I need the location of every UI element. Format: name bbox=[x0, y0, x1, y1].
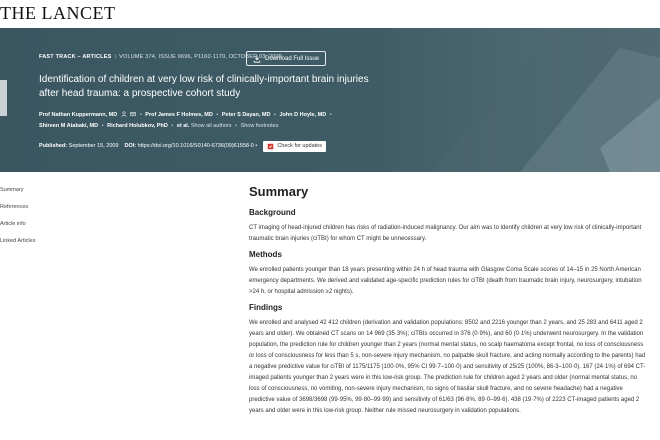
summary-heading: Summary bbox=[249, 184, 309, 199]
article-body bbox=[249, 183, 649, 417]
masthead bbox=[0, 0, 660, 28]
author-separator: • bbox=[139, 112, 142, 118]
background-heading: Background bbox=[249, 208, 296, 217]
doi-info: DOI: https://doi.org/10.1016/S0140-6736(09)61558-0 • bbox=[124, 143, 258, 149]
lancet-logo[interactable]: THE LANCET bbox=[0, 3, 116, 23]
person-icon[interactable] bbox=[121, 111, 127, 117]
article-header bbox=[39, 28, 639, 172]
publication-info bbox=[39, 140, 326, 152]
show-footnotes-link[interactable]: Show footnotes bbox=[240, 123, 279, 129]
background-text: CT imaging of head-injured children has risks of radiation-induced malignancy. Our aim was to identify children at very low risk of clinically-important traumatic brain injuries (ciTBI) for whom CT might be unnecessary. bbox=[249, 225, 642, 242]
article-title: Identification of children at very low risk of clinically-important brain injuries after head trauma: a prospective cohort study bbox=[39, 74, 369, 99]
sidebar-item-article-info[interactable]: Article info bbox=[0, 221, 26, 227]
author-separator: • bbox=[273, 112, 276, 118]
author-link[interactable]: Prof Nathan Kuppermann, MD bbox=[39, 112, 118, 118]
findings-text: We enrolled and analysed 42 412 children (derivation and validation populations: 8502 and 2216 younger than 2 years, and 25 283 and 6411 aged 2 years and older). We obtained CT scans on 14 969 (35·3%); ciTBIs occurred in 376 (0·9%), and 60 (0·1%) underwent neurosurgery. In the validation population, the prediction rule for children younger than 2 years (normal mental status, no scalp haematoma except frontal, no loss of consciousness or loss of consciousness for less than 5 s, non-severe injury mechanism, no palpable skull fracture, and acting normally according to the parents) had a negative predictive value for ciTBI of 1175/1175 (100·0%, 95% CI 99·7–100·0) and sensitivity of 25/25 (100%, 86·3–100·0). 167 (24·1%) of 694 CT-imaged patients younger than 2 years were in this low-risk group. The prediction rule for children aged 2 years and older (normal mental status, no loss of consciousness, no vomiting, non-severe injury mechanism, no signs of basilar skull fracture, and no severe headache) had a negative predictive value of 3698/3698 (99·95%, 99·80–99·99) and sensitivity of 61/63 (96·8%, 89·0–99·6). 438 (19·7%) of 2223 CT-imaged patients aged 2 years and older were in this low-risk group. Neither rule missed neurosurgery in validation populations. bbox=[249, 320, 646, 414]
article-sidebar-nav bbox=[0, 186, 80, 254]
banner-edge-tab bbox=[0, 80, 7, 116]
doi-label: DOI: bbox=[124, 143, 137, 149]
sidebar-item-linked-articles[interactable]: Linked Articles bbox=[0, 238, 36, 244]
methods-heading: Methods bbox=[249, 250, 282, 259]
author-link[interactable]: Peter S Dayan, MD bbox=[221, 112, 271, 118]
sidebar-item-references[interactable]: References bbox=[0, 204, 29, 210]
download-icon bbox=[253, 55, 261, 63]
article-track-label[interactable]: FAST TRACK – ARTICLES bbox=[39, 54, 112, 60]
download-full-issue-button[interactable] bbox=[246, 51, 326, 66]
author-separator: • bbox=[329, 112, 332, 118]
author-link[interactable]: Richard Holubkov, PhD bbox=[107, 123, 168, 129]
volume-issue-label[interactable]: VOLUME 374, ISSUE 9696, P1160-1170, OCTOBER 03, 2009 bbox=[119, 54, 283, 60]
author-separator: • bbox=[101, 123, 104, 129]
author-link[interactable]: Shireen M Atabaki, MD bbox=[39, 123, 99, 129]
check-for-updates-label: Check for updates bbox=[277, 143, 322, 149]
author-list bbox=[39, 110, 379, 132]
published-label: Published: bbox=[39, 143, 68, 149]
author-link[interactable]: John D Hoyle, MD bbox=[279, 112, 327, 118]
author-separator: • bbox=[171, 123, 174, 129]
doi-link[interactable]: https://doi.org/10.1016/S0140-6736(09)61558-0 bbox=[137, 143, 254, 149]
published-date: September 15, 2009 bbox=[68, 143, 119, 149]
link-separator: • bbox=[235, 123, 238, 129]
check-for-updates-button[interactable] bbox=[263, 141, 326, 152]
et-al-label: et al. bbox=[176, 123, 190, 129]
author-separator: • bbox=[216, 112, 219, 118]
meta-separator: | bbox=[114, 54, 117, 60]
published-info bbox=[39, 143, 119, 149]
check-updates-icon bbox=[267, 143, 274, 150]
article-header-banner bbox=[0, 28, 660, 172]
methods-text: We enrolled patients younger than 18 years presenting within 24 h of head trauma with Glasgow Coma Scale scores of 14–15 in 25 North American emergency departments. We derived and validated age-specific prediction rules for ciTBI (death from traumatic brain injury, neurosurgery, intubation >24 h, or hospital admission ≥2 nights). bbox=[249, 267, 642, 295]
download-full-issue-label: Download Full Issue bbox=[264, 55, 320, 62]
email-icon[interactable] bbox=[130, 111, 136, 117]
findings-heading: Findings bbox=[249, 303, 283, 312]
author-link[interactable]: Prof James F Holmes, MD bbox=[145, 112, 213, 118]
show-all-authors-link[interactable]: Show all authors bbox=[190, 123, 232, 129]
sidebar-item-summary[interactable]: Summary bbox=[0, 187, 24, 193]
